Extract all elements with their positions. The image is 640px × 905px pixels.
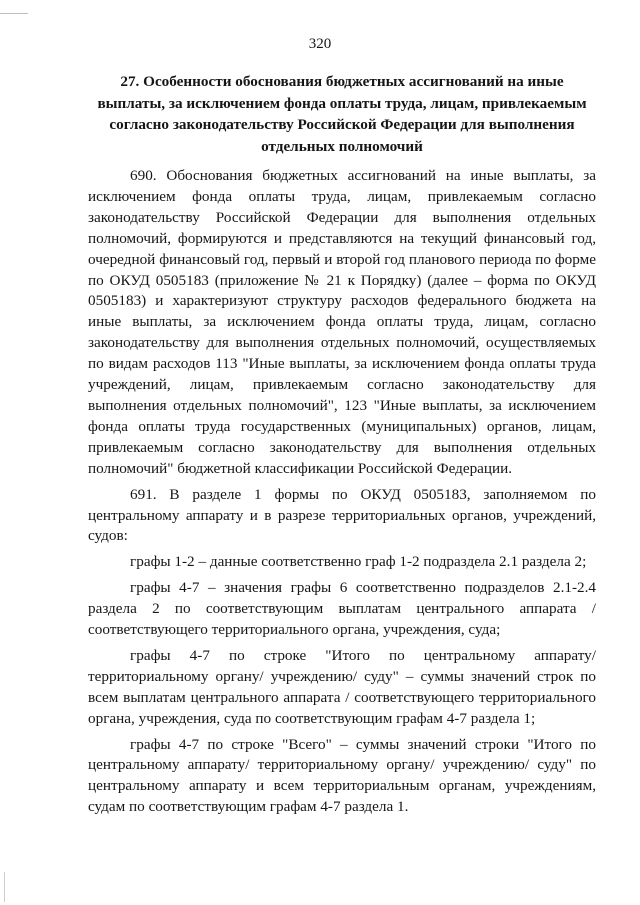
list-item-columns-4-7: графы 4-7 – значения графы 6 соответственно подразделов 2.1-2.4 раздела 2 по соответствующим выплатам центрального аппарата / соответствующего территориального органа, учреждения, суда; [88,579,596,639]
list-item-columns-1-2: графы 1-2 – данные соответственно граф 1-2 подраздела 2.1 раздела 2; [130,553,587,571]
list-item-columns-4-7-vsego: графы 4-7 по строке "Всего" – суммы значений строки "Итого по центральному аппарату/ территориальному органу/ учреждению/ суду" по центральному аппарату и всем территориальным органам, учреждениям, судам по соответствующим графам 4-7 раздела 1. [88,735,596,816]
section-heading: 27. Особенности обоснования бюджетных ассигнований на иные выплаты, за исключением фонда оплаты труда, лицам, привлекаемым согласно законодательству Российской Федерации для выполнения отдельных полномочий [97,73,587,155]
scan-edge-mark [4,872,5,902]
paragraph-690: 690. Обоснования бюджетных ассигнований на иные выплаты, за исключением фонда оплаты труда, лицам, привлекаемым согласно законодательству Российской Федерации для выполнения отдельных полномочий, формируются и представляются на текущий финансовый год, очередной финансовый год, первый и второй год планового периода по форме по ОКУД 0505183 (приложение № 21 к Порядку) (далее – форма по ОКУД 0505183) и характеризуют структуру расходов федерального бюджета на иные выплаты, за исключением фонда оплаты труда, лицам, согласно законодательству для выполнения отдельных полномочий, осуществляемых по видам расходов 113 "Иные выплаты, за исключением фонда оплаты труда учреждений, лицам, привлекаемым согласно законодательству для выполнения отдельных полномочий", 123 "Иные выплаты, за исключением фонда оплаты труда государственных (муниципальных) органов, лицам, привлекаемым согласно законодательству для выполнения отдельных полномочий" бюджетной классификации Российской Федерации. [88,167,596,477]
scan-edge-mark [0,13,28,14]
list-item-columns-4-7-itogo: графы 4-7 по строке "Итого по центральному аппарату/ территориальному органу/ учреждению/ суду" – суммы значений строк по всем выплатам центрального аппарата / соответствующего территориального органа, учреждения, суда по соответствующим графам 4-7 раздела 1; [88,646,596,727]
paragraph-691: 691. В разделе 1 формы по ОКУД 0505183, заполняемом по центральному аппарату и в разрезе территориальных органов, учреждений, судов: [88,485,596,545]
document-body [88,166,596,818]
page-number: 320 [308,36,332,52]
